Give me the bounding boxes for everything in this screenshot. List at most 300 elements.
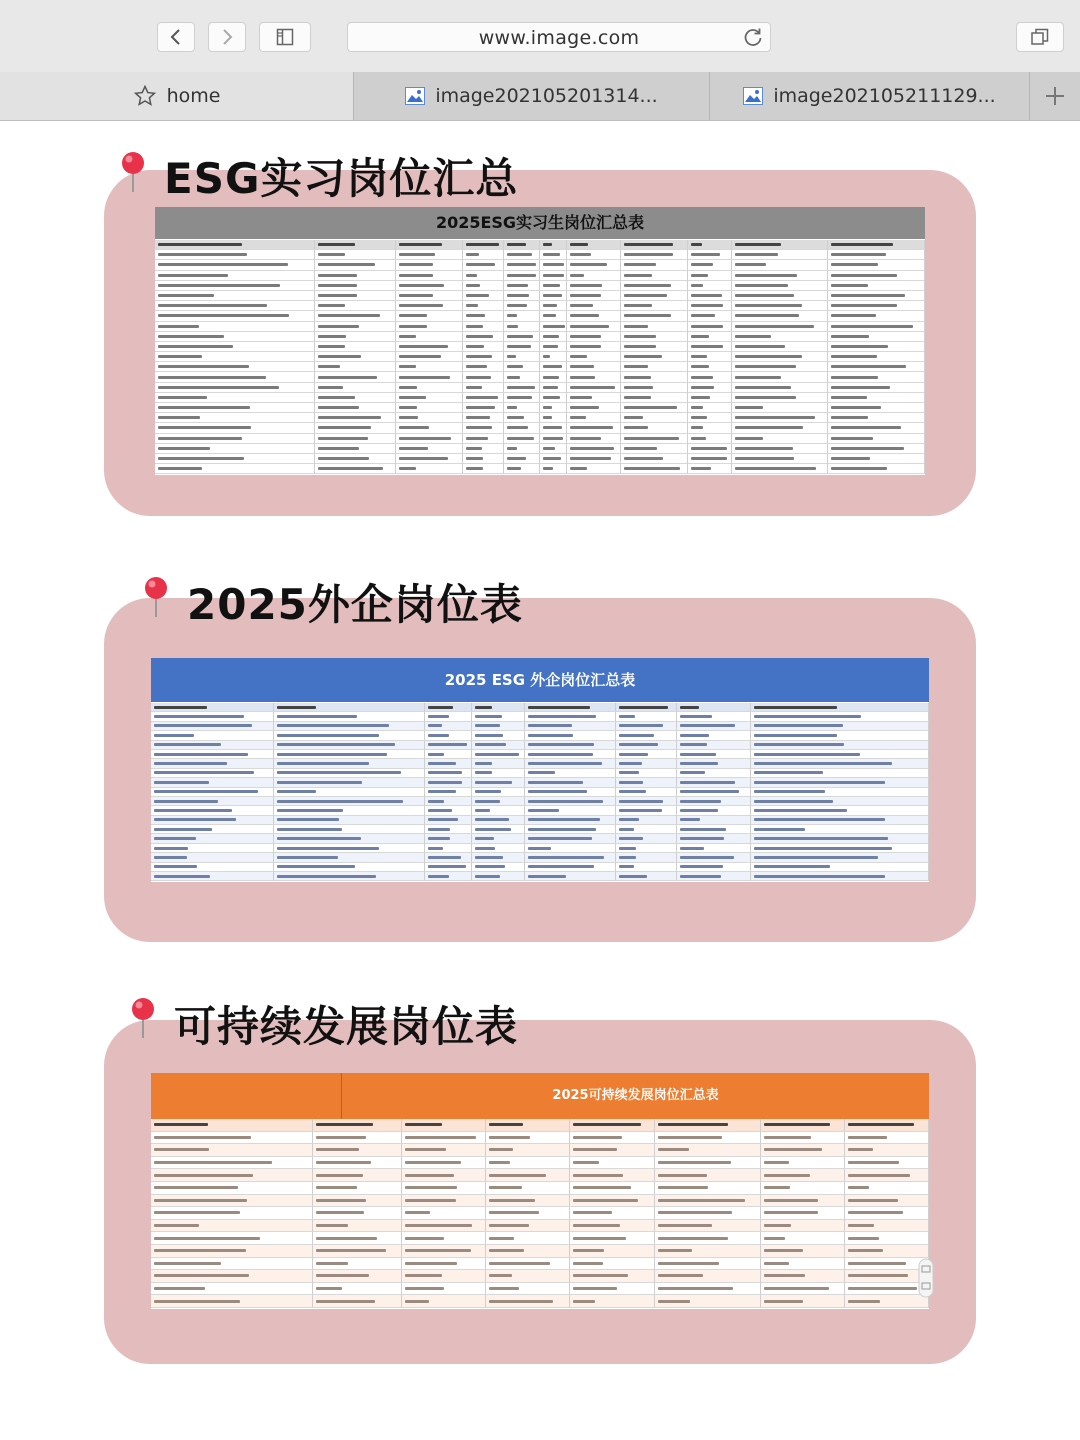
table-cell — [274, 731, 425, 740]
table-cell — [274, 863, 425, 872]
table-cell — [396, 332, 463, 342]
table-cell — [621, 423, 688, 433]
table-cell — [677, 722, 751, 731]
table-row — [155, 250, 925, 260]
table-cell — [616, 816, 677, 825]
table-cell — [274, 703, 425, 712]
table-cell — [567, 301, 621, 311]
table-cell — [761, 1182, 845, 1195]
table-cell — [504, 260, 540, 270]
table-cell — [688, 413, 731, 423]
table-cell — [655, 1270, 761, 1283]
table-cell — [688, 342, 731, 352]
table-row — [151, 703, 929, 712]
tab-image-1[interactable] — [354, 72, 710, 120]
table-row — [151, 741, 929, 750]
table-cell — [621, 434, 688, 444]
table-cell — [151, 1182, 313, 1195]
spreadsheet-image[interactable] — [155, 207, 925, 475]
table-cell — [315, 250, 396, 260]
tab-label: image202105201314... — [435, 85, 658, 107]
table-cell — [463, 271, 504, 281]
table-cell — [751, 863, 929, 872]
table-cell — [621, 301, 688, 311]
table-cell — [315, 393, 396, 403]
table-cell — [463, 311, 504, 321]
table-cell — [315, 444, 396, 454]
table-cell — [525, 741, 616, 750]
table-cell — [732, 434, 829, 444]
table-cell — [688, 434, 731, 444]
table-row — [151, 1169, 929, 1182]
table-cell — [761, 1207, 845, 1220]
table-cell — [621, 322, 688, 332]
table-cell — [540, 240, 568, 250]
address-bar[interactable] — [347, 22, 771, 52]
table-cell — [313, 1132, 403, 1145]
table-cell — [313, 1258, 403, 1271]
table-cell — [828, 301, 925, 311]
table-cell — [677, 769, 751, 778]
table-cell — [396, 362, 463, 372]
table-cell — [313, 1182, 403, 1195]
table-cell — [463, 413, 504, 423]
table-cell — [845, 1258, 929, 1271]
table-cell — [274, 788, 425, 797]
table-row — [155, 342, 925, 352]
table-cell — [567, 372, 621, 382]
table-cell — [472, 825, 525, 834]
table-cell — [540, 454, 568, 464]
pushpin-icon — [128, 996, 158, 1040]
table-cell — [504, 393, 540, 403]
table-cell — [396, 352, 463, 362]
table-row — [151, 1245, 929, 1258]
table-cell — [425, 759, 472, 768]
table-cell — [751, 797, 929, 806]
table-cell — [570, 1295, 654, 1308]
table-cell — [677, 872, 751, 881]
table-cell — [155, 372, 315, 382]
table-cell — [688, 362, 731, 372]
table-cell — [540, 250, 568, 260]
table-cell — [732, 301, 829, 311]
spreadsheet-image[interactable] — [151, 658, 929, 882]
table-cell — [732, 250, 829, 260]
table-cell — [570, 1157, 654, 1170]
table-cell — [525, 769, 616, 778]
section-title: 2025外企岗位表 — [187, 580, 523, 629]
table-cell — [151, 769, 274, 778]
table-cell — [151, 816, 274, 825]
table-cell — [425, 844, 472, 853]
table-cell — [315, 434, 396, 444]
table-row — [151, 1157, 929, 1170]
table-cell — [504, 311, 540, 321]
table-cell — [751, 806, 929, 815]
table-cell — [472, 759, 525, 768]
table-cell — [655, 1195, 761, 1208]
table-cell — [828, 260, 925, 270]
reload-button[interactable] — [742, 26, 764, 52]
table-cell — [504, 271, 540, 281]
table-cell — [151, 712, 274, 721]
table-cell — [504, 434, 540, 444]
sheet-title: 2025 ESG 外企岗位汇总表 — [151, 658, 929, 702]
table-cell — [567, 434, 621, 444]
table-cell — [845, 1195, 929, 1208]
table-cell — [402, 1283, 486, 1296]
table-cell — [621, 281, 688, 291]
pushpin-icon — [118, 150, 148, 194]
table-cell — [540, 342, 568, 352]
floating-tool-icon[interactable] — [918, 1258, 934, 1298]
table-cell — [567, 291, 621, 301]
table-cell — [472, 712, 525, 721]
table-cell — [315, 423, 396, 433]
spreadsheet-image[interactable] — [151, 1073, 929, 1309]
table-cell — [504, 342, 540, 352]
table-cell — [616, 722, 677, 731]
table-cell — [472, 816, 525, 825]
table-cell — [655, 1258, 761, 1271]
table-cell — [540, 332, 568, 342]
table-cell — [621, 291, 688, 301]
table-cell — [761, 1157, 845, 1170]
sheet-grid — [155, 240, 925, 475]
table-cell — [504, 250, 540, 260]
url-text: www.image.com — [478, 27, 640, 49]
sidebar-button[interactable] — [259, 22, 311, 52]
table-cell — [828, 322, 925, 332]
table-cell — [761, 1144, 845, 1157]
table-cell — [677, 863, 751, 872]
table-cell — [677, 797, 751, 806]
table-cell — [751, 853, 929, 862]
table-cell — [504, 362, 540, 372]
table-cell — [828, 271, 925, 281]
table-cell — [751, 844, 929, 853]
table-cell — [151, 834, 274, 843]
table-cell — [655, 1182, 761, 1195]
table-cell — [621, 444, 688, 454]
table-cell — [828, 383, 925, 393]
table-cell — [845, 1207, 929, 1220]
table-cell — [504, 423, 540, 433]
table-cell — [677, 778, 751, 787]
table-cell — [155, 444, 315, 454]
table-cell — [688, 372, 731, 382]
table-cell — [155, 383, 315, 393]
table-cell — [525, 797, 616, 806]
table-cell — [315, 362, 396, 372]
table-cell — [151, 722, 274, 731]
table-cell — [313, 1169, 403, 1182]
table-cell — [151, 1119, 313, 1132]
table-cell — [751, 825, 929, 834]
table-cell — [425, 863, 472, 872]
table-cell — [486, 1258, 570, 1271]
table-cell — [402, 1295, 486, 1308]
table-cell — [463, 281, 504, 291]
table-cell — [688, 352, 731, 362]
table-row — [151, 844, 929, 853]
table-cell — [396, 372, 463, 382]
table-row — [151, 769, 929, 778]
table-cell — [540, 301, 568, 311]
table-cell — [567, 240, 621, 250]
table-cell — [151, 1195, 313, 1208]
table-cell — [472, 797, 525, 806]
table-cell — [425, 806, 472, 815]
table-cell — [396, 291, 463, 301]
table-cell — [274, 806, 425, 815]
table-cell — [504, 383, 540, 393]
table-cell — [402, 1270, 486, 1283]
table-cell — [567, 393, 621, 403]
table-cell — [425, 816, 472, 825]
table-cell — [570, 1195, 654, 1208]
table-cell — [751, 816, 929, 825]
tabs-icon — [1030, 27, 1050, 47]
table-cell — [463, 291, 504, 301]
table-cell — [616, 741, 677, 750]
tab-image-2[interactable] — [710, 72, 1030, 120]
table-cell — [486, 1232, 570, 1245]
table-cell — [828, 362, 925, 372]
table-cell — [828, 291, 925, 301]
section-title: ESG实习岗位汇总 — [164, 154, 519, 203]
table-cell — [677, 759, 751, 768]
table-cell — [621, 311, 688, 321]
table-cell — [732, 362, 829, 372]
table-cell — [504, 322, 540, 332]
table-cell — [616, 872, 677, 881]
table-cell — [151, 731, 274, 740]
table-cell — [570, 1245, 654, 1258]
table-row — [151, 731, 929, 740]
table-cell — [845, 1245, 929, 1258]
table-row — [151, 1132, 929, 1145]
table-cell — [155, 250, 315, 260]
table-cell — [155, 332, 315, 342]
table-cell — [463, 403, 504, 413]
table-cell — [751, 872, 929, 881]
back-button[interactable] — [157, 22, 195, 52]
table-cell — [751, 712, 929, 721]
table-cell — [732, 271, 829, 281]
table-cell — [828, 281, 925, 291]
table-row — [155, 240, 925, 250]
table-cell — [396, 464, 463, 474]
table-cell — [616, 778, 677, 787]
table-cell — [155, 403, 315, 413]
table-row — [151, 759, 929, 768]
table-cell — [425, 797, 472, 806]
table-cell — [828, 311, 925, 321]
table-row — [155, 464, 925, 474]
table-cell — [621, 271, 688, 281]
table-cell — [677, 712, 751, 721]
table-cell — [616, 825, 677, 834]
table-cell — [525, 703, 616, 712]
table-cell — [151, 759, 274, 768]
table-cell — [761, 1270, 845, 1283]
tab-home[interactable] — [0, 72, 354, 120]
table-cell — [525, 806, 616, 815]
table-row — [151, 853, 929, 862]
table-cell — [396, 240, 463, 250]
table-cell — [151, 1207, 313, 1220]
table-cell — [655, 1144, 761, 1157]
table-cell — [396, 301, 463, 311]
table-cell — [616, 806, 677, 815]
table-cell — [463, 454, 504, 464]
table-cell — [486, 1220, 570, 1233]
table-cell — [274, 778, 425, 787]
table-row — [151, 1144, 929, 1157]
table-cell — [828, 393, 925, 403]
table-cell — [486, 1245, 570, 1258]
table-cell — [751, 741, 929, 750]
table-cell — [540, 372, 568, 382]
table-row — [151, 1232, 929, 1245]
table-cell — [540, 464, 568, 474]
table-cell — [525, 712, 616, 721]
table-cell — [315, 454, 396, 464]
table-row — [155, 372, 925, 382]
table-cell — [761, 1169, 845, 1182]
table-cell — [396, 444, 463, 454]
table-cell — [845, 1157, 929, 1170]
table-cell — [402, 1157, 486, 1170]
table-cell — [845, 1169, 929, 1182]
table-cell — [396, 393, 463, 403]
table-row — [155, 434, 925, 444]
table-cell — [845, 1220, 929, 1233]
table-cell — [463, 434, 504, 444]
table-cell — [845, 1232, 929, 1245]
table-cell — [274, 750, 425, 759]
table-cell — [396, 342, 463, 352]
table-cell — [315, 301, 396, 311]
table-cell — [402, 1169, 486, 1182]
table-cell — [472, 834, 525, 843]
table-cell — [274, 769, 425, 778]
table-cell — [472, 806, 525, 815]
table-cell — [315, 311, 396, 321]
table-cell — [751, 703, 929, 712]
table-cell — [732, 383, 829, 393]
table-cell — [151, 853, 274, 862]
table-cell — [688, 271, 731, 281]
table-cell — [655, 1132, 761, 1145]
table-cell — [155, 464, 315, 474]
table-cell — [655, 1283, 761, 1296]
table-cell — [155, 301, 315, 311]
table-cell — [688, 332, 731, 342]
table-cell — [688, 281, 731, 291]
table-cell — [828, 413, 925, 423]
table-cell — [504, 352, 540, 362]
table-cell — [151, 844, 274, 853]
chevron-right-icon — [220, 28, 234, 46]
table-cell — [472, 769, 525, 778]
table-cell — [828, 250, 925, 260]
table-cell — [525, 872, 616, 881]
table-cell — [677, 844, 751, 853]
table-cell — [315, 464, 396, 474]
table-cell — [570, 1207, 654, 1220]
table-row — [155, 291, 925, 301]
table-cell — [828, 464, 925, 474]
table-cell — [463, 342, 504, 352]
table-cell — [732, 403, 829, 413]
table-row — [151, 816, 929, 825]
table-cell — [425, 712, 472, 721]
table-cell — [396, 423, 463, 433]
tab-bar — [0, 72, 1080, 121]
table-cell — [525, 778, 616, 787]
table-cell — [425, 825, 472, 834]
reload-icon — [742, 26, 764, 48]
table-cell — [567, 444, 621, 454]
table-cell — [655, 1119, 761, 1132]
table-cell — [151, 1232, 313, 1245]
table-cell — [828, 240, 925, 250]
table-cell — [621, 383, 688, 393]
table-cell — [151, 806, 274, 815]
table-row — [155, 423, 925, 433]
table-cell — [677, 853, 751, 862]
table-cell — [151, 1169, 313, 1182]
table-cell — [525, 788, 616, 797]
table-cell — [151, 797, 274, 806]
table-cell — [486, 1195, 570, 1208]
table-cell — [567, 250, 621, 260]
sheet-grid — [151, 703, 929, 882]
table-row — [151, 712, 929, 721]
table-cell — [621, 250, 688, 260]
pushpin-icon — [141, 575, 171, 619]
table-cell — [616, 750, 677, 759]
table-cell — [540, 352, 568, 362]
table-cell — [274, 834, 425, 843]
table-cell — [396, 434, 463, 444]
new-tab-button[interactable] — [1030, 72, 1080, 120]
table-cell — [732, 291, 829, 301]
table-cell — [402, 1144, 486, 1157]
table-cell — [486, 1270, 570, 1283]
forward-button[interactable] — [208, 22, 246, 52]
tabs-overview-button[interactable] — [1016, 22, 1064, 52]
table-cell — [425, 778, 472, 787]
table-cell — [463, 464, 504, 474]
table-cell — [313, 1119, 403, 1132]
table-cell — [463, 250, 504, 260]
table-cell — [472, 750, 525, 759]
table-cell — [621, 332, 688, 342]
table-cell — [313, 1195, 403, 1208]
table-row — [151, 722, 929, 731]
table-cell — [688, 403, 731, 413]
table-cell — [751, 731, 929, 740]
table-cell — [402, 1258, 486, 1271]
table-cell — [540, 423, 568, 433]
table-cell — [751, 834, 929, 843]
table-cell — [567, 362, 621, 372]
table-cell — [463, 362, 504, 372]
